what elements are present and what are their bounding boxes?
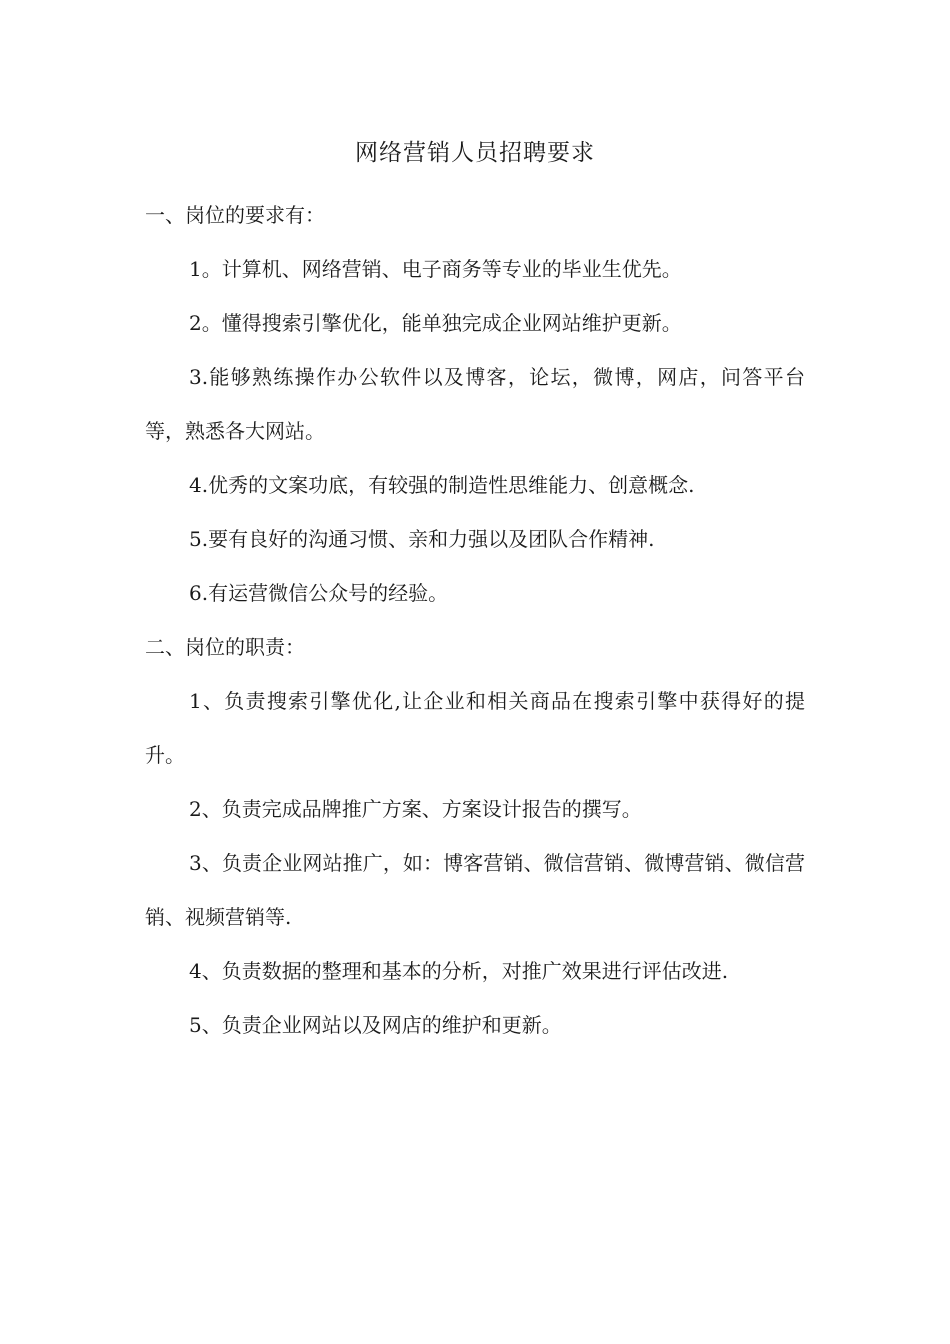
list-item: 3.能够熟练操作办公软件以及博客，论坛，微博，网店，问答平台等，熟悉各大网站。 xyxy=(145,365,805,443)
section-heading: 一、岗位的要求有： xyxy=(145,203,325,227)
list-item: 1、负责搜索引擎优化,让企业和相关商品在搜索引擎中获得好的提升。 xyxy=(145,689,805,767)
list-item: 4、负责数据的整理和基本的分析，对推广效果进行评估改进. xyxy=(189,959,729,983)
document-body xyxy=(145,188,805,1052)
list-item: 4.优秀的文案功底，有较强的制造性思维能力、创意概念. xyxy=(189,473,695,497)
document-title: 网络营销人员招聘要求 xyxy=(355,140,595,166)
list-item: 5、负责企业网站以及网店的维护和更新。 xyxy=(189,1013,562,1037)
section-requirements xyxy=(145,188,805,620)
section-responsibilities xyxy=(145,620,805,1052)
list-item: 2。懂得搜索引擎优化，能单独完成企业网站维护更新。 xyxy=(189,311,682,335)
list-item: 1。计算机、网络营销、电子商务等专业的毕业生优先。 xyxy=(189,257,682,281)
list-item: 2、负责完成品牌推广方案、方案设计报告的撰写。 xyxy=(189,797,642,821)
list-item: 6.有运营微信公众号的经验。 xyxy=(189,581,449,605)
list-item: 5.要有良好的沟通习惯、亲和力强以及团队合作精神. xyxy=(189,527,655,551)
section-heading: 二、岗位的职责： xyxy=(145,635,305,659)
list-item: 3、负责企业网站推广，如：博客营销、微信营销、微博营销、微信营销、视频营销等. xyxy=(145,851,805,929)
